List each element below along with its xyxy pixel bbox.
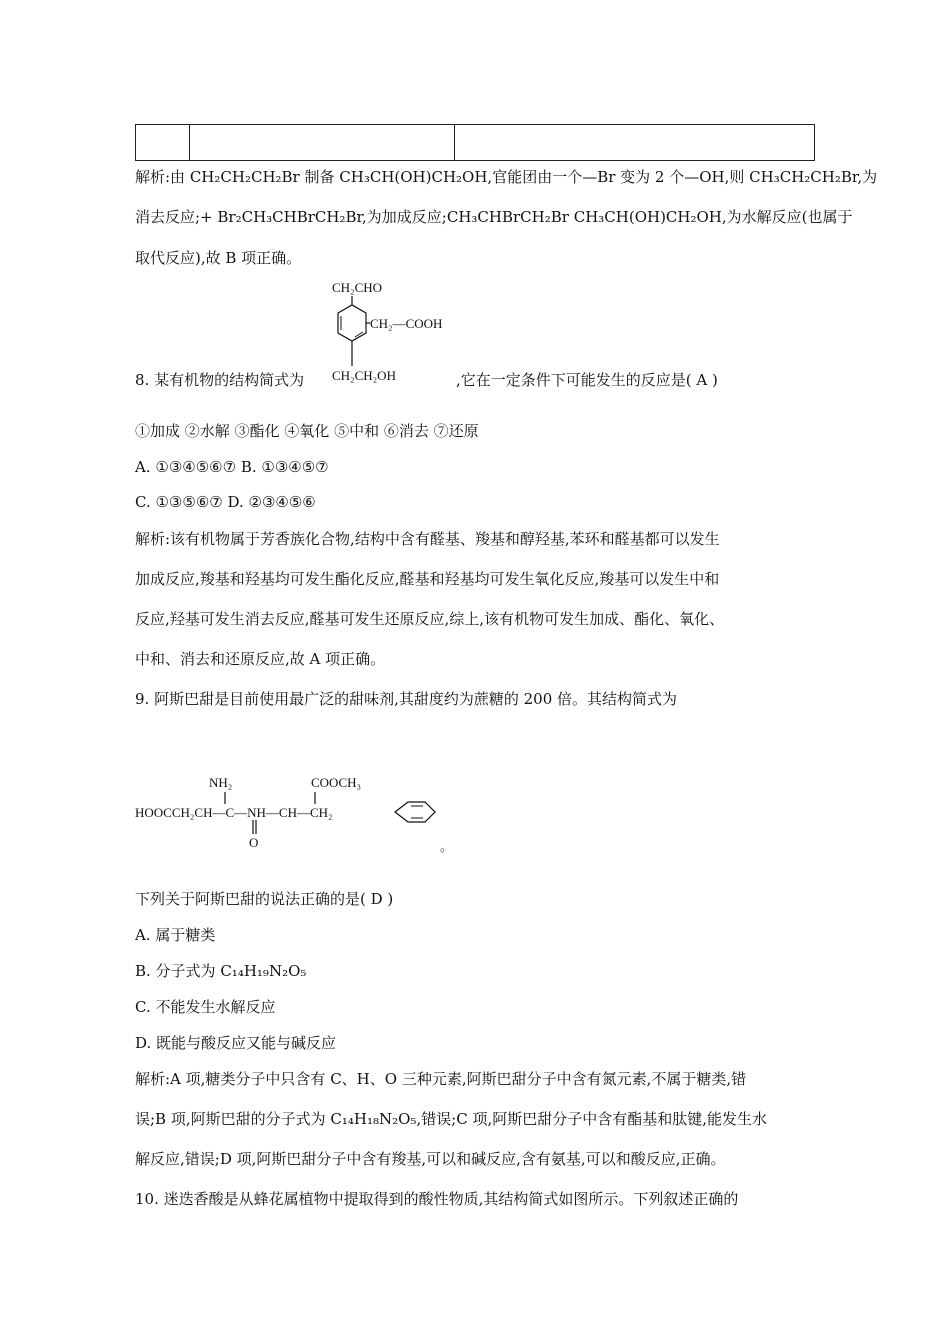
table-cell (455, 125, 814, 160)
q7-analysis-line: 消去反应;+ Br₂CH₃CHBrCH₂Br,为加成反应;CH₃CHBrCH₂Br CH₃CH(OH)CH₂OH,为水解反应(也属于 (135, 208, 853, 226)
table-cell (190, 125, 455, 160)
q8-top-group: CH₂CHO (332, 280, 383, 295)
q8-bottom-group: CH₂CH₂OH (332, 368, 396, 383)
table-cell (136, 125, 190, 160)
q7-analysis-line: 解析:由 CH₂CH₂CH₂Br 制备 CH₃CH(OH)CH₂OH,官能团由一个—Br 变为 2 个—OH,则 CH₃CH₂CH₂Br,为 (135, 168, 878, 186)
q9-choice: C. 不能发生水解反应 (135, 998, 276, 1016)
q7-analysis-line: 取代反应),故 B 项正确。 (135, 249, 302, 267)
q9-period: 。 (440, 839, 454, 854)
q9-analysis-line: 误;B 项,阿斯巴甜的分子式为 C₁₄H₁₈N₂O₅,错误;C 项,阿斯巴甜分子中含有酯基和肽键,能发生水 (135, 1110, 768, 1128)
q9-structure-diagram (135, 770, 455, 855)
q8-options-list: ①加成 ②水解 ③酯化 ④氧化 ⑤中和 ⑥消去 ⑦还原 (135, 422, 479, 440)
q9-choice: B. 分子式为 C₁₄H₁₉N₂O₅ (135, 962, 307, 980)
q9-analysis-line: 解反应,错误;D 项,阿斯巴甜分子中含有羧基,可以和碱反应,含有氨基,可以和酸反应,正确。 (135, 1150, 726, 1168)
q8-side-group: CH₂—COOH (370, 316, 443, 331)
q8-analysis-line: 反应,羟基可发生消去反应,醛基可发生还原反应,综上,该有机物可发生加成、酯化、氧化、 (135, 610, 725, 628)
q8-analysis-line: 加成反应,羧基和羟基均可发生酯化反应,醛基和羟基均可发生氧化反应,羧基可以发生中和 (135, 570, 720, 588)
q9-nh2-label: NH₂ (209, 775, 233, 790)
q8-analysis-line: 中和、消去和还原反应,故 A 项正确。 (135, 650, 386, 668)
table-fragment (135, 124, 815, 161)
q9-choice: D. 既能与酸反应又能与碱反应 (135, 1034, 337, 1052)
q9-stem: 9. 阿斯巴甜是目前使用最广泛的甜味剂,其甜度约为蔗糖的 200 倍。其结构简式为 (135, 690, 678, 708)
q9-choice: A. 属于糖类 (135, 926, 216, 944)
q8-analysis-line: 解析:该有机物属于芳香族化合物,结构中含有醛基、羧基和醇羟基,苯环和醛基都可以发生 (135, 530, 720, 548)
q10-stem: 10. 迷迭香酸是从蜂花属植物中提取得到的酸性物质,其结构简式如图所示。下列叙述正确的 (135, 1190, 739, 1208)
q9-cooch3-label: COOCH₃ (311, 775, 362, 790)
q9-carbonyl-o: O (249, 835, 259, 850)
q8-choices-cd: C. ①③⑤⑥⑦ D. ②③④⑤⑥ (135, 493, 316, 511)
q9-question: 下列关于阿斯巴甜的说法正确的是( D ) (135, 890, 394, 908)
q8-structure-diagram (318, 278, 468, 388)
q8-stem-suffix: ,它在一定条件下可能发生的反应是( A ) (456, 371, 718, 389)
q8-choices-ab: A. ①③④⑤⑥⑦ B. ①③④⑤⑦ (135, 458, 329, 476)
q9-analysis-line: 解析:A 项,糖类分子中只含有 C、H、O 三种元素,阿斯巴甜分子中含有氮元素,不属于糖类,错 (135, 1070, 747, 1088)
q9-chain-label: HOOCCH₂CH—C—NH—CH—CH₂ (135, 805, 333, 820)
q8-stem-prefix: 8. 某有机物的结构简式为 (135, 371, 305, 389)
